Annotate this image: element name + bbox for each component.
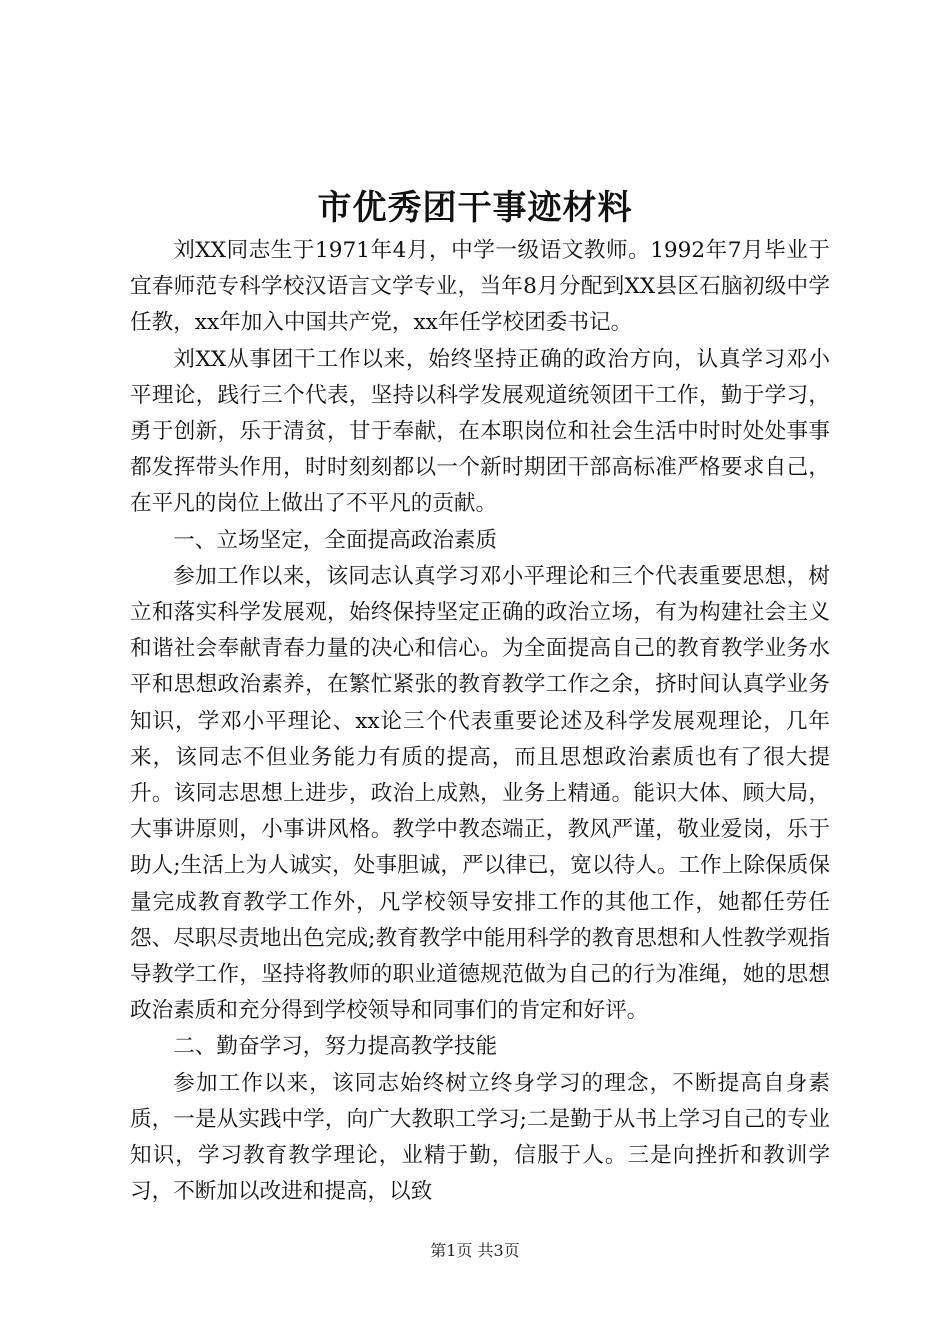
document-body (130, 233, 830, 1210)
paragraph-section-1: 参加工作以来，该同志认真学习邓小平理论和三个代表重要思想，树立和落实科学发展观，始终保持坚定正确的政治立场，有为构建社会主义和谐社会奉献青春力量的决心和信心。为全面提高自己的教育教学业务水平和思想政治素养，在繁忙紧张的教育教学工作之余，挤时间认真学业务知识，学邓小平理论、xx论三个代表重要论述及科学发展观理论，几年来，该同志不但业务能力有质的提高，而且思想政治素质也有了很大提升。该同志思想上进步，政治上成熟，业务上精通。能识大体、顾大局，大事讲原则，小事讲风格。教学中教态端正，教风严谨，敬业爱岗，乐于助人;生活上为人诚实，处事胆诚，严以律已，宽以待人。工作上除保质保量完成教育教学工作外，凡学校领导安排工作的其他工作，她都任劳任怨、尽职尽责地出色完成;教育教学中能用科学的教育思想和人性教学观指导教学工作，坚持将教师的职业道德规范做为自己的行为准绳，她的思想政治素质和充分得到学校领导和同事们的肯定和好评。 (130, 563, 830, 1024)
paragraph-section-2: 参加工作以来，该同志始终树立终身学习的理念，不断提高自身素质，一是从实践中学，向广大教职工学习;二是勤于从书上学习自己的专业知识，学习教育教学理论，业精于勤，信服于人。三是向挫折和教训学习，不断加以改进和提高，以致 (130, 1070, 830, 1205)
paragraph-intro: 刘XX同志生于1971年4月，中学一级语文教师。1992年7月毕业于宜春师范专科学校汉语言文学专业，当年8月分配到XX县区石脑初级中学任教，xx年加入中国共产党，xx年任学校团委书记。 (130, 238, 830, 336)
section-heading-2: 二、勤奋学习，努力提高教学技能 (173, 1034, 498, 1060)
page-footer: 第1页 共3页 (430, 1241, 520, 1260)
section-heading-1: 一、立场坚定，全面提高政治素质 (173, 527, 498, 553)
paragraph-summary: 刘XX从事团干工作以来，始终坚持正确的政治方向，认真学习邓小平理论，践行三个代表，坚持以科学发展观道统领团干工作，勤于学习，勇于创新，乐于清贫，甘于奉献，在本职岗位和社会生活中时时处处事事都发挥带头作用，时时刻刻都以一个新时期团干部高标准严格要求自己，在平凡的岗位上做出了不平凡的贡献。 (130, 346, 830, 517)
document-title: 市优秀团干事迹材料 (317, 188, 633, 228)
